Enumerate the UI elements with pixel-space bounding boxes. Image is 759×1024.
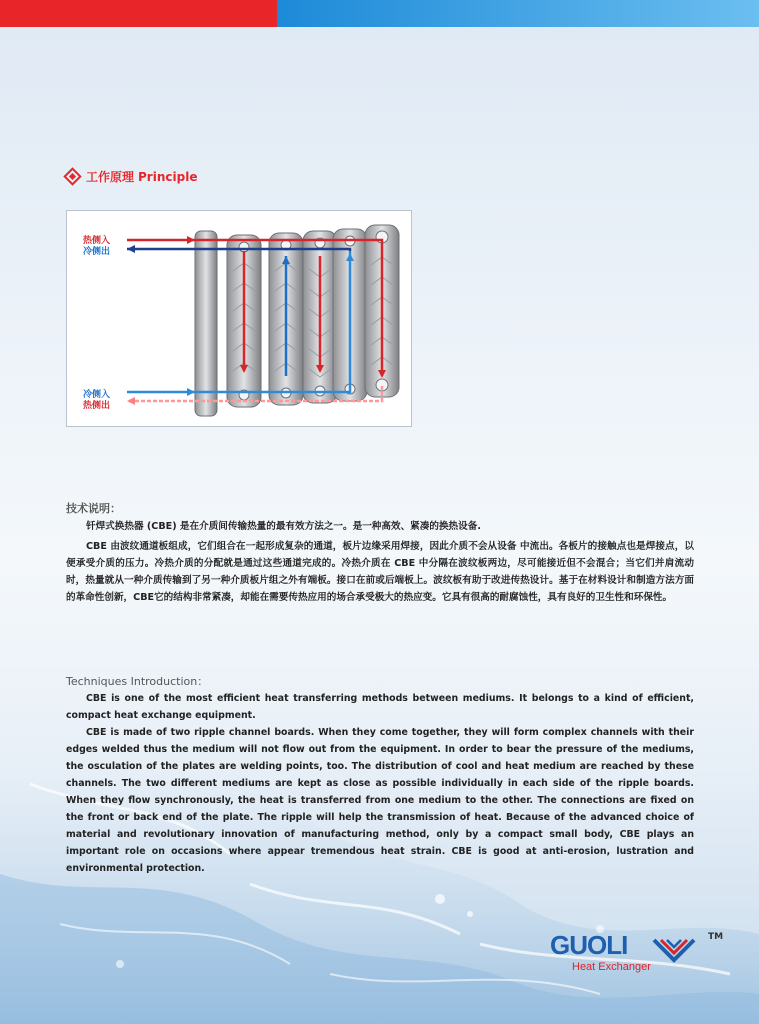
label-hot-out: 热侧出 xyxy=(83,401,111,411)
guoli-logo xyxy=(550,928,725,980)
section-title-cn: 工作原理 xyxy=(86,170,135,184)
tech-en-paragraph-2: CBE is made of two ripple channel boards. When they come together, they will form complex channels with their edges welded thus the medium will not flow out from the equipment. In order to bear the pressure of the mediums, the osculation of the plates are welding points, too. The distribution of cool and heat medium are reached by these channels. The two different mediums are kept as close as possible individually in each side of the ripple boards. When they flow synchronously, the heat is transferred from one medium to the other. The connections are fixed on the front or back end of the plate. The ripple will help the transmission of heat. Because of the advanced choice of material and revolutionary innovation of manufacturing method, only by a compact small body, CBE plays an important role on occasions where appear tremendous heat strain. CBE is good at anti-erosion, lustration and environmental protection. xyxy=(66,727,694,874)
top-bar-red xyxy=(0,0,277,27)
top-bar-blue xyxy=(277,0,759,27)
logo-trademark: TM xyxy=(708,932,724,942)
diamond-bullet-icon xyxy=(63,167,81,185)
section-title xyxy=(66,168,197,185)
tech-cn-title: 技术说明： xyxy=(66,502,121,515)
label-cold-in: 冷侧入 xyxy=(83,390,111,400)
label-cold-out: 冷侧出 xyxy=(83,247,111,257)
plate-exchanger-illustration xyxy=(67,211,411,426)
section-title-en: Principle xyxy=(138,169,198,184)
logo-chevron-icon xyxy=(652,936,696,964)
tech-cn-paragraph-2: CBE 由波纹通道板组成，它们组合在一起形成复杂的通道，板片边缘采用焊接，因此介质不会从设备 中流出。各板片的接触点也是焊接点，以便承受介质的压力。冷热介质的分配就是通过这些通道完成的。冷热介质在 CBE 中分隔在波纹板两边，尽可能接近但不会混合；当它们并肩流动时，热量就从一种介质传输到了另一种介质板片组之外有端板。接口在前或后端板上。波纹板有助于改进传热设计。基于在材料设计和制造方法方面的革命性创新，CBE它的结构非常紧凑，却能在需要传热应用的场合承受极大的热应变。它具有很高的耐腐蚀性，具有良好的卫生性和环保性。 xyxy=(66,541,694,603)
logo-name: GUOLI xyxy=(550,930,628,960)
logo-subtitle: Heat Exchanger xyxy=(572,961,651,973)
tech-cn-paragraph-1: 钎焊式换热器 (CBE) 是在介质间传输热量的最有效方法之一。是一种高效、紧凑的换热设备. xyxy=(86,521,481,532)
label-hot-in: 热侧入 xyxy=(83,236,111,246)
principle-diagram xyxy=(66,210,412,427)
tech-en-paragraph-1: CBE is one of the most efficient heat transferring methods between mediums. It belongs to a kind of efficient, compact heat exchange equipment. xyxy=(66,693,694,721)
tech-en-title: Techniques Introduction： xyxy=(66,675,209,688)
